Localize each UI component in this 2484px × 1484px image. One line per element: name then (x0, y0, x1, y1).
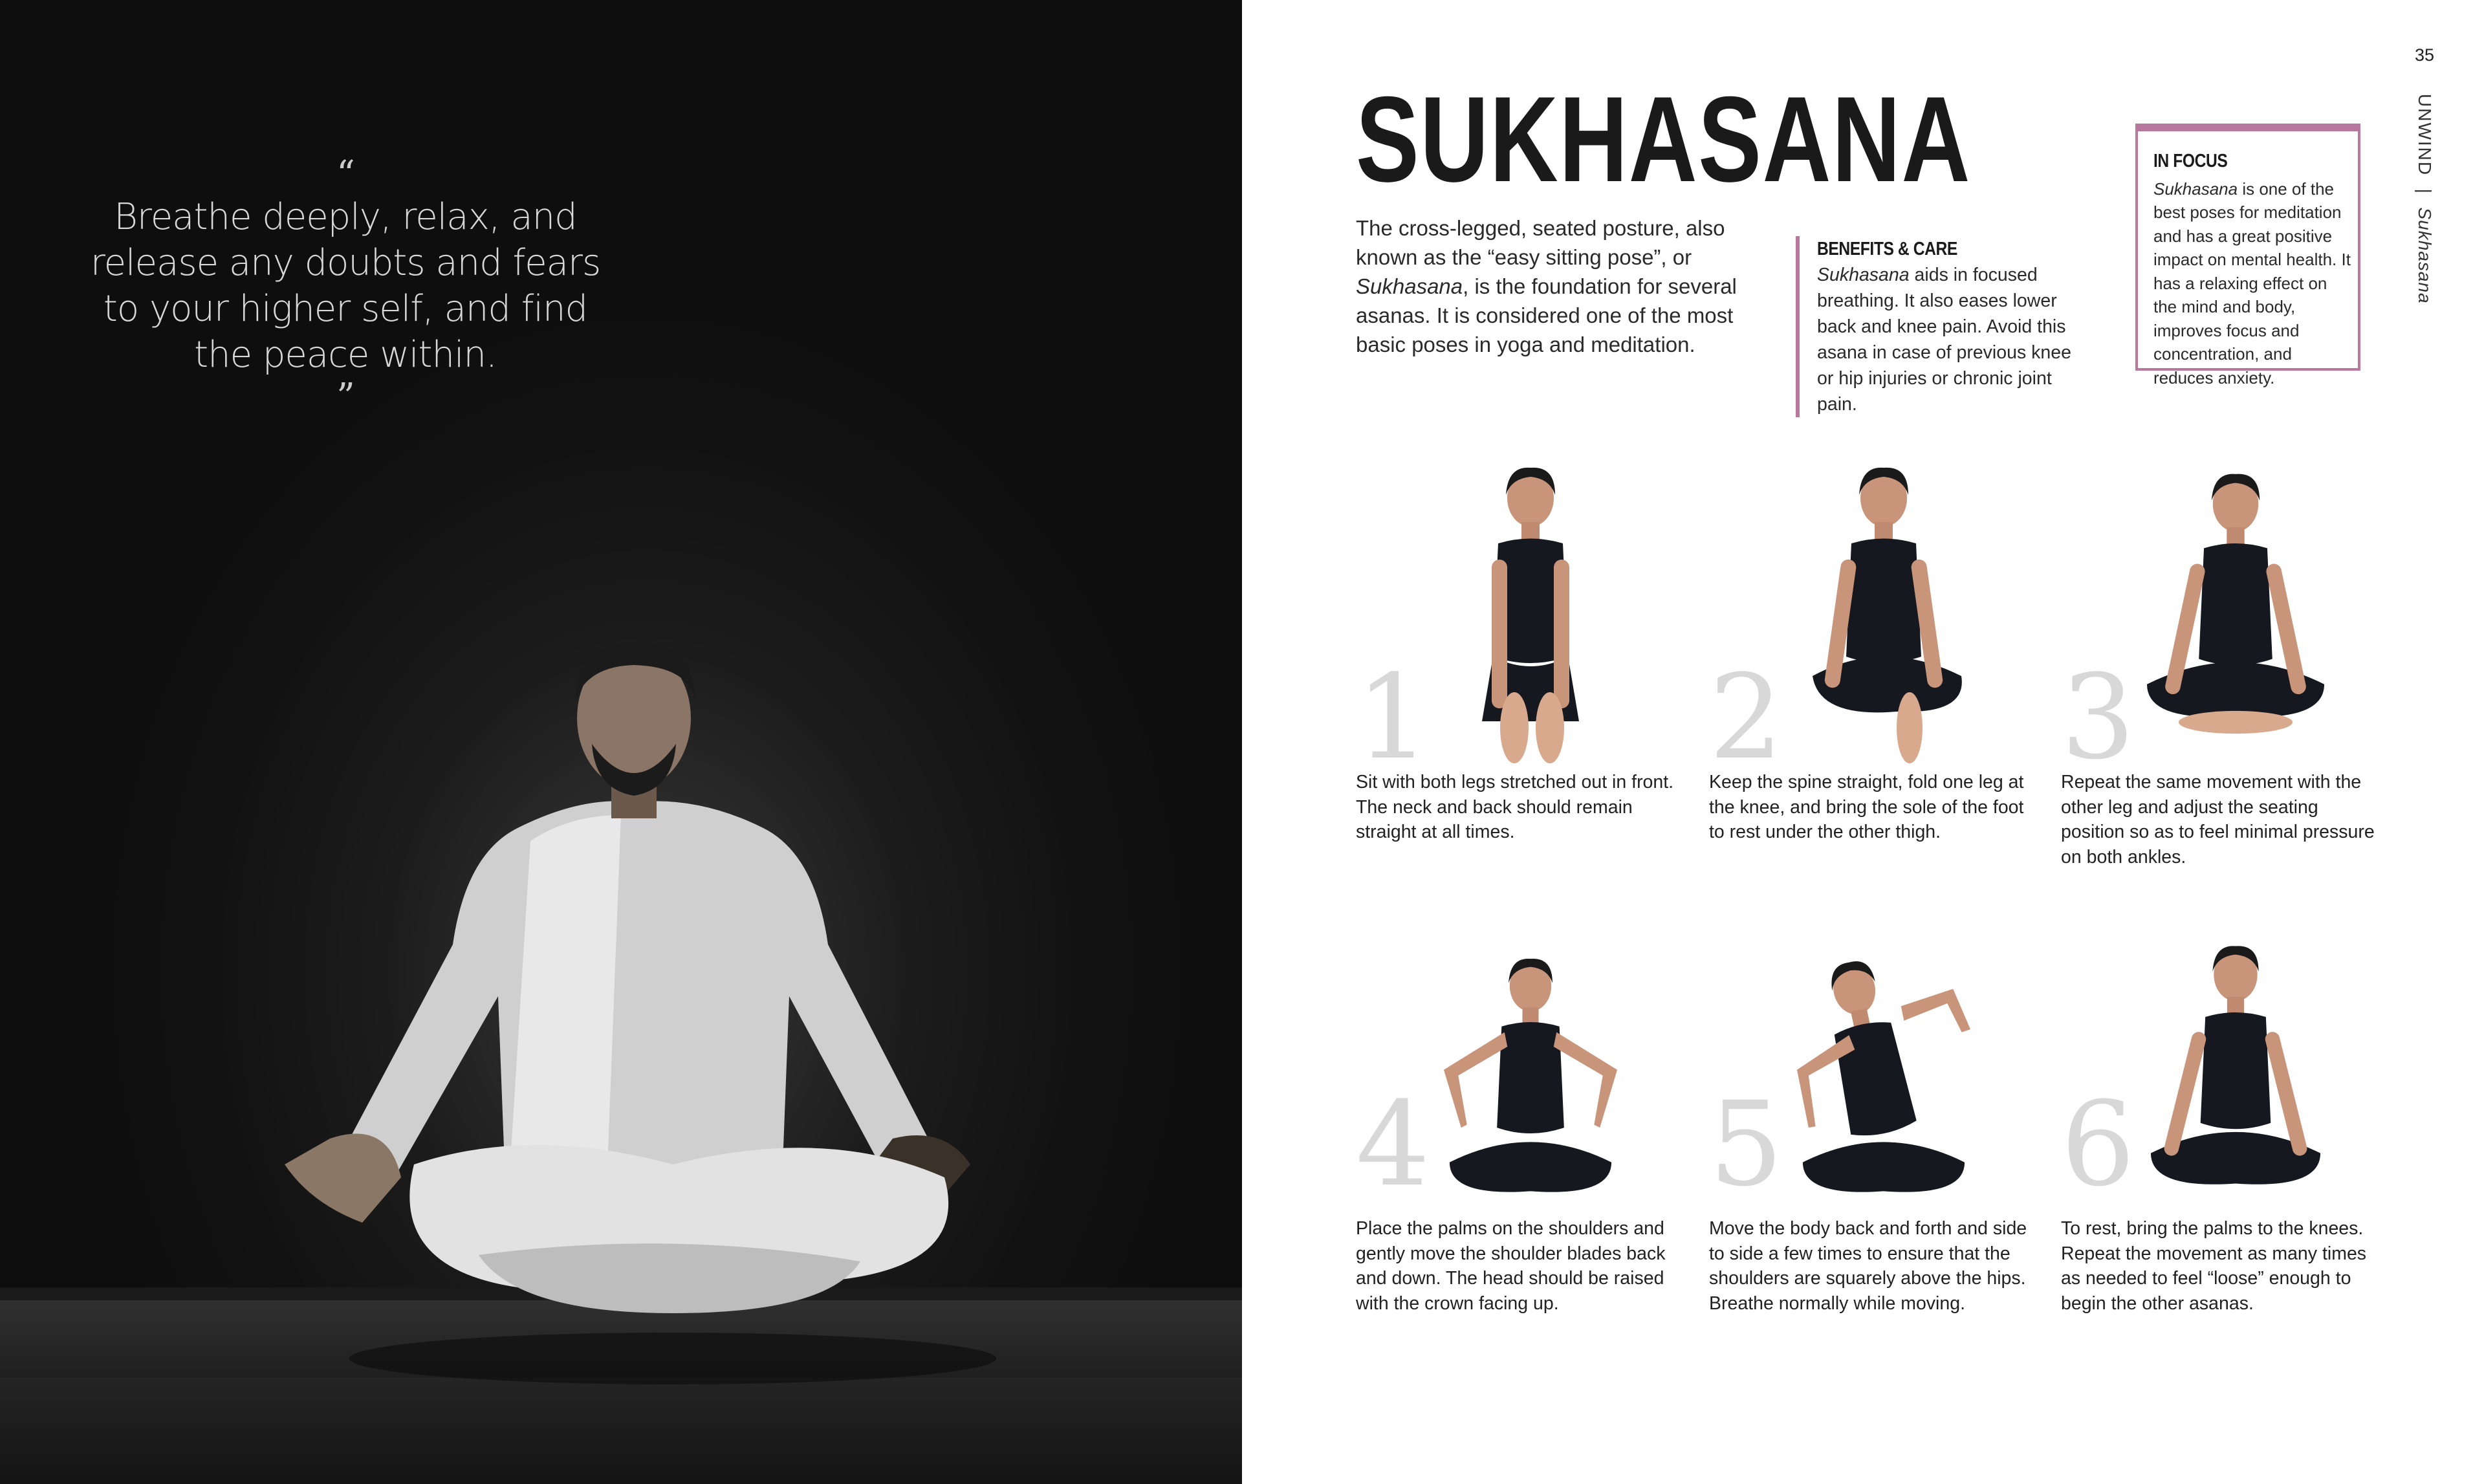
page-number: 35 (2415, 45, 2435, 65)
intro-italic: Sukhasana (1356, 274, 1463, 298)
running-head-section: UNWIND (2415, 94, 2435, 177)
step-number: 6 (2061, 1077, 2135, 1212)
running-head (2414, 94, 2435, 304)
step-number: 2 (1709, 650, 1783, 785)
meditating-man-image (116, 582, 1126, 1391)
open-quote-mark: “ (336, 153, 354, 195)
in-focus-text: is one of the best poses for meditation and has a great positive impact on mental health. It has a relaxing effect on the mind and body, improves focus and concentration, and reduces anxiety. (2153, 179, 2351, 387)
step-text: To rest, bring the palms to the knees. Repeat the movement as many times as needed to feel “loose” enough to begin the other asanas. (2061, 1218, 2367, 1314)
step-number: 5 (1709, 1077, 1783, 1212)
benefits-care-panel (1796, 236, 2089, 417)
running-head-topic: Sukhasana (2415, 207, 2435, 304)
quote-line: release any doubts and fears (90, 242, 601, 284)
pull-quote (87, 155, 604, 417)
step-5-image (1748, 954, 2020, 1226)
intro-paragraph (1356, 213, 1757, 359)
running-head-separator: | (2415, 188, 2435, 195)
in-focus-italic: Sukhasana (2153, 179, 2238, 199)
step-number: 4 (1356, 1077, 1430, 1212)
close-quote-mark: ” (336, 376, 354, 418)
in-focus-heading: IN FOCUS (2153, 151, 2228, 171)
benefits-text: aids in focused breathing. It also eases lower back and knee pain. Avoid this asana in case of previous knee or hip injuries or chronic joint pain. (1817, 265, 2071, 415)
benefits-italic: Sukhasana (1817, 265, 1910, 285)
step-text: Keep the spine straight, fold one leg at the knee, and bring the sole of the foot to rest under the other thigh. (1709, 772, 2024, 842)
quote-line: to your higher self, and find (103, 288, 588, 330)
step-text: Sit with both legs stretched out in front. The neck and back should remain straight at all times. (1356, 772, 1674, 842)
step-text: Place the palms on the shoulders and gently move the shoulder blades back and down. The head should be raised with the crown facing up. (1356, 1218, 1666, 1314)
page-title: SUKHASANA (1356, 71, 1971, 207)
quote-line: the peace within. (194, 334, 497, 376)
step-1-image (1395, 463, 1666, 767)
step-2-image (1748, 463, 2020, 767)
step-number: 3 (2061, 650, 2135, 785)
in-focus-box (2135, 124, 2360, 387)
step-text: Repeat the same movement with the other leg and adjust the seating position so as to feel minimal pressure on both ankles. (2061, 772, 2375, 867)
step-number: 1 (1356, 650, 1430, 785)
intro-text: The cross-legged, seated posture, also known as the “easy sitting pose”, or (1356, 216, 1725, 269)
quote-line: Breathe deeply, relax, and (114, 196, 577, 238)
intro-text-end: , is the foundation for several asanas. It is considered one of the most basic poses in yoga and meditation. (1356, 274, 1737, 356)
step-4-image (1395, 954, 1666, 1226)
step-text: Move the body back and forth and side to side a few times to ensure that the shoulders are squarely above the hips. Breathe normally while moving. (1709, 1218, 2027, 1314)
step-3-image (2100, 469, 2371, 767)
benefits-heading: BENEFITS & CARE (1817, 239, 1957, 259)
step-6-image (2100, 941, 2371, 1226)
